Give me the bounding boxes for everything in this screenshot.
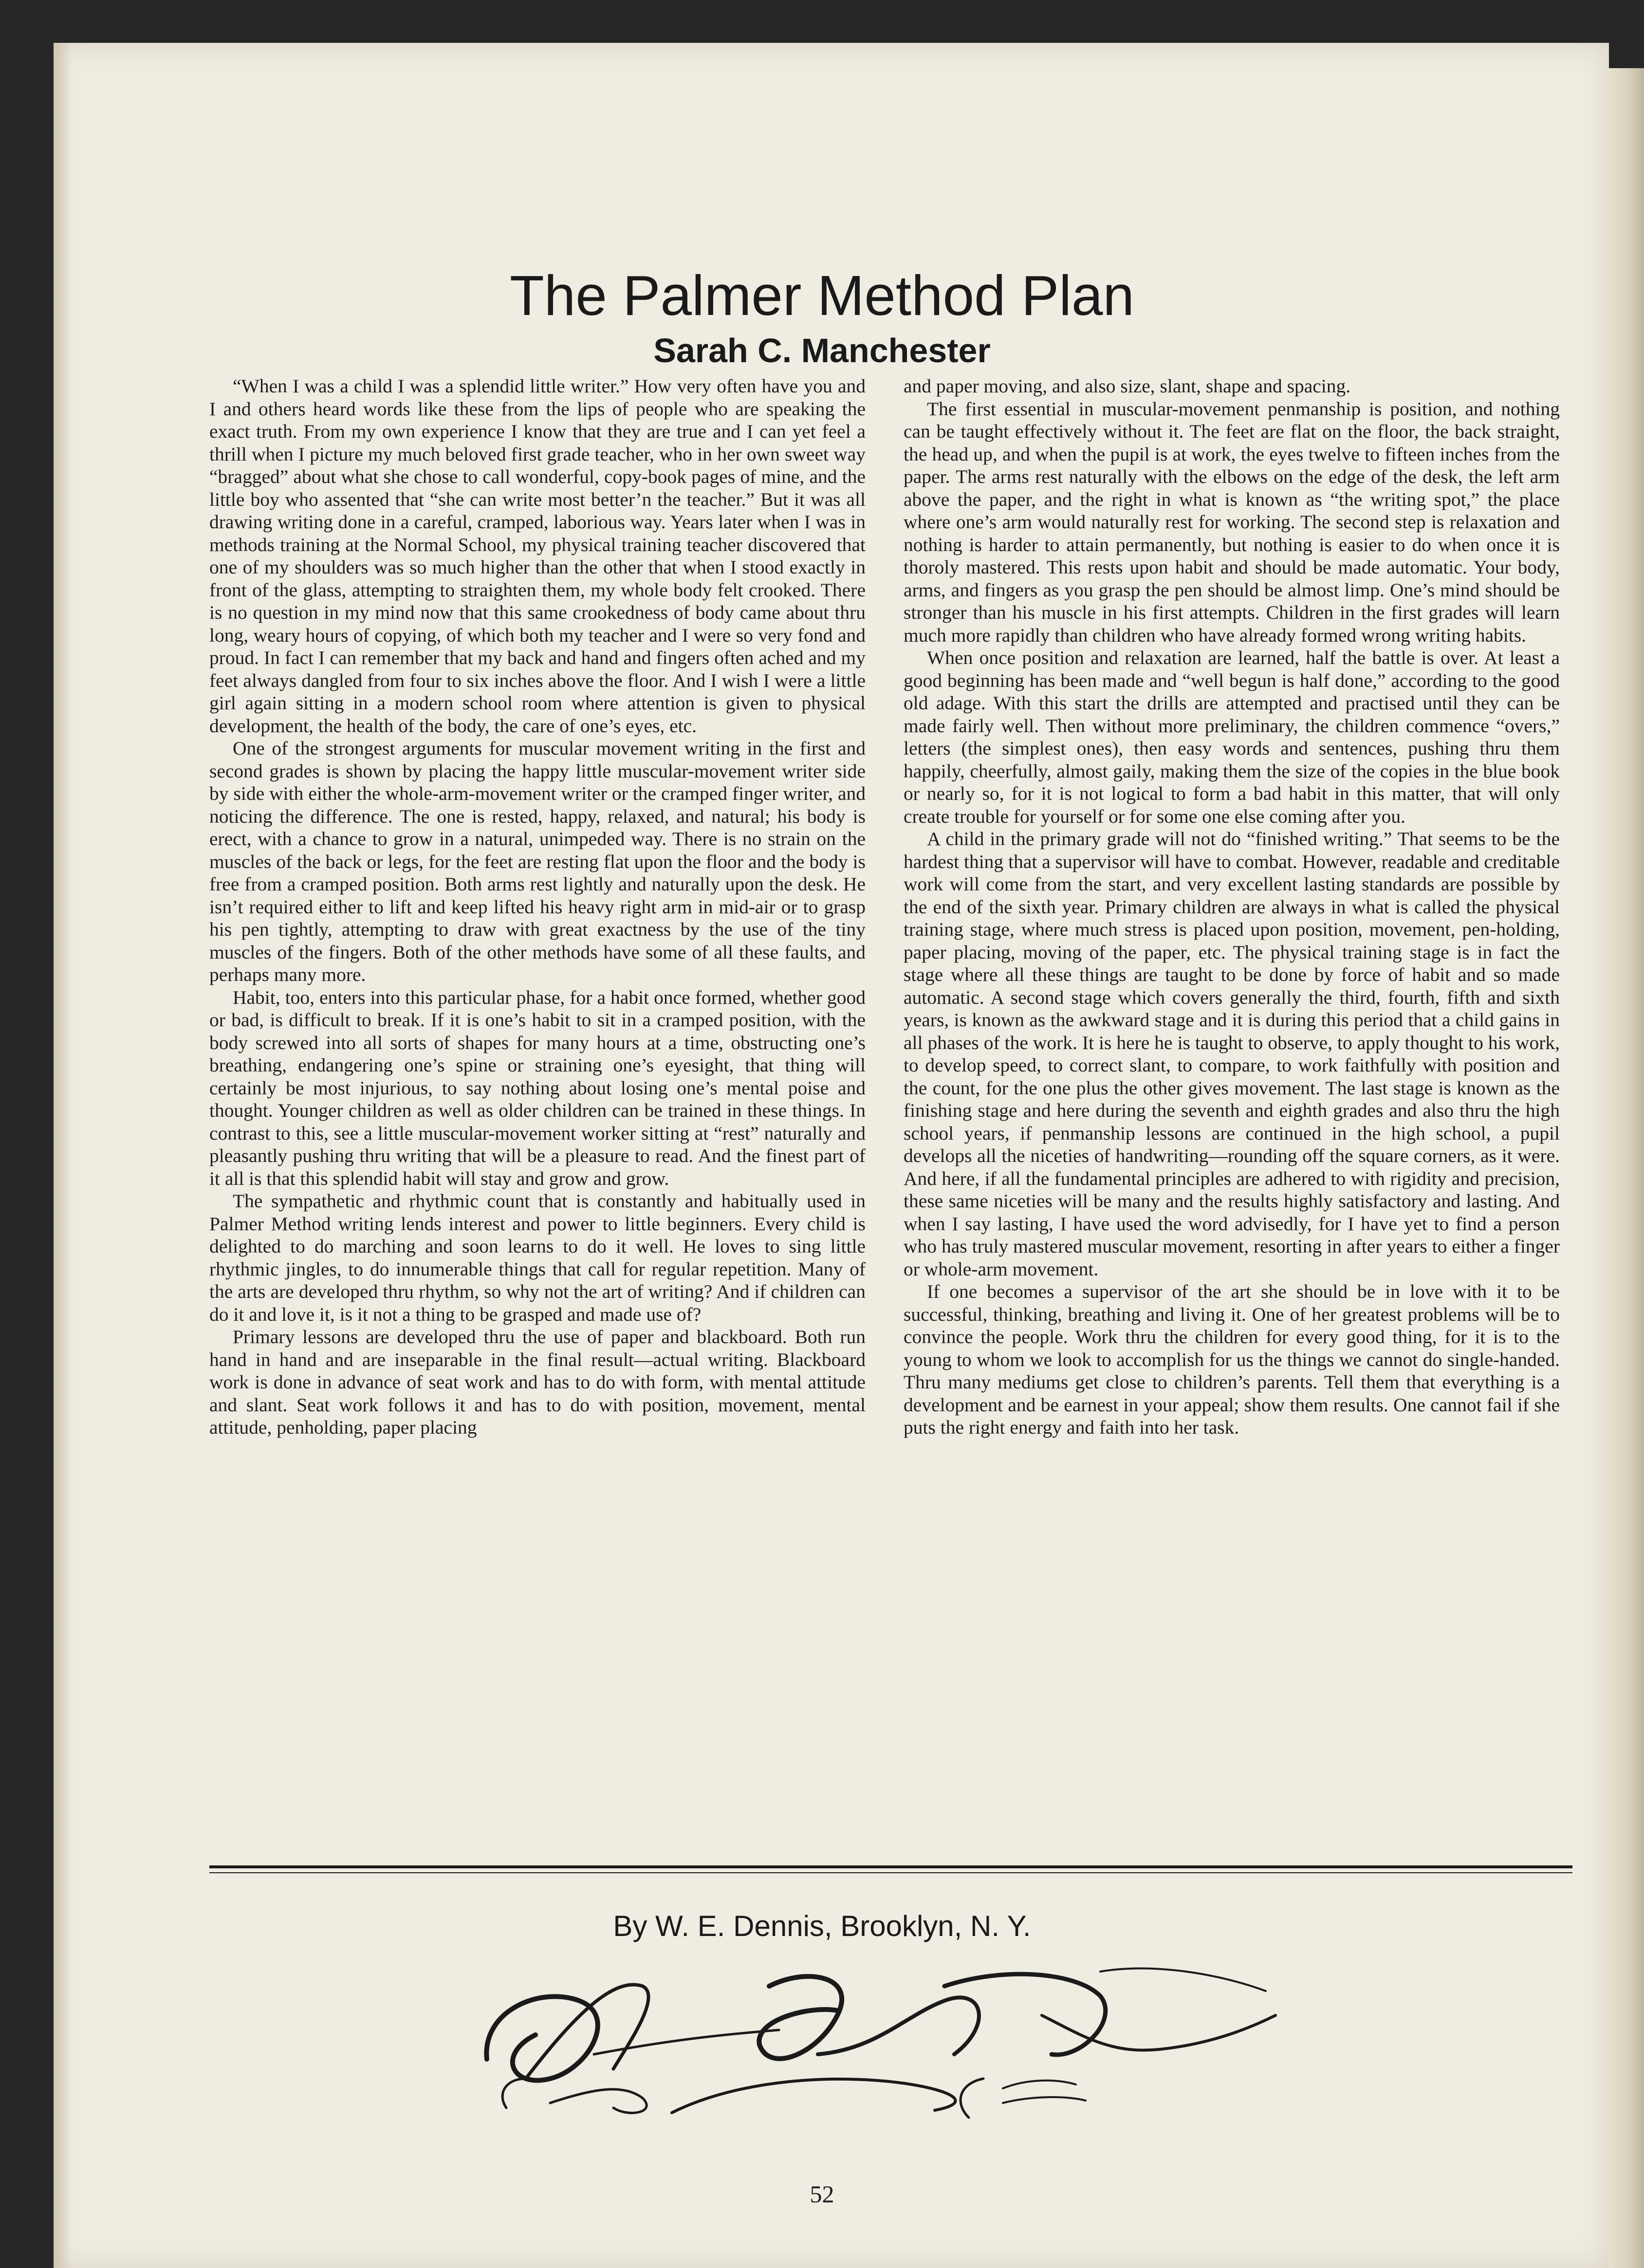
article-right-column xyxy=(904,375,1560,1439)
section-divider-thin xyxy=(209,1872,1572,1873)
paragraph: When once position and relaxation are learned, half the battle is over. At least a good beginning has been made and “well begun is half done,” according to the good old adage. With this start the drills are attempted and practised until they can be made fairly well. Then without more preliminary, the children commence “overs,” letters (the simplest ones), then easy words and sentences, pushing thru them happily, cheerfully, almost gaily, making them the size of the copies in the blue book or nearly so, for it is not logical to form a bad habit in this matter, that will only create trouble for yourself or for some one else coming after you. xyxy=(904,647,1560,827)
paragraph: Primary lessons are developed thru the use of paper and blackboard. Both run hand in hand and are inseparable in the final result—actual writing. Blackboard work is done in advance of seat work and has to do with form, with mental attitude and slant. Seat work follows it and has to do with position, movement, mental attitude, penholding, paper placing xyxy=(209,1326,866,1438)
article-author: Sarah C. Manchester xyxy=(653,332,991,369)
paragraph: A child in the primary grade will not do “finished writing.” That seems to be the hardest thing that a supervisor will have to combat. However, readable and creditable work will come from the start, and very excellent lasting standards are possible by the end of the sixth year. Primary children are always in what is called the physical training stage, where much stress is placed upon position, movement, pen-holding, paper placing, moving of the paper, etc. The physical training stage is in fact the stage where all these things are taught to be done by force of habit and so made automatic. A second stage which covers generally the third, fourth, fifth and sixth years, is known as the awkward stage and it is during this period that a child gains in all phases of the work. It is here he is taught to observe, to apply thought to his work, to develop speed, to correct slant, to compare, to work faithfully with position and the count, for the one plus the other gives movement. The last stage is known as the finishing stage and here during the seventh and eighth grades and also thru the high school years, if penmanship lessons are continued in the high school, a pupil develops all the niceties of handwriting—rounding off the square corners, as it were. And here, if all the fundamental principles are adhered to with rigidity and precision, these same niceties will be many and the results highly satisfactory and lasting. And when I say lasting, I have used the word advisedly, for I have yet to find a person who has truly mastered muscular movement, resorting in after years to either a finger or whole-arm movement. xyxy=(904,828,1560,1280)
paragraph: One of the strongest arguments for muscular movement writing in the first and second grades is shown by placing the happy little muscular-movement writer side by side with either the whole-arm-movement writer or the cramped finger writer, and noticing the difference. The one is rested, happy, relaxed, and natural; his body is erect, with a chance to grow in a natural, unimpeded way. There is no strain on the muscles of the back or legs, for the feet are resting flat upon the floor and the body is free from a cramped position. Both arms rest lightly and naturally upon the desk. He isn’t required either to lift and keep lifted his heavy right arm in mid-air or to grasp his pen tightly, attempting to draw with great exactness by the use of the tiny muscles of the fingers. Both of the other methods have some of all these faults, and perhaps many more. xyxy=(209,738,866,985)
paragraph: and paper moving, and also size, slant, shape and spacing. xyxy=(904,375,1351,397)
flourishing-artwork xyxy=(467,1957,1295,2122)
article-title: The Palmer Method Plan xyxy=(509,264,1135,327)
paragraph: The first essential in muscular-movement penmanship is position, and nothing can be taught effectively without it. The feet are flat on the floor, the back straight, the head up, and when the pupil is at work, the eyes twelve to fifteen inches from the paper. The arms rest naturally with the elbows on the edge of the desk, the left arm above the paper, and the right in what is known as “the writing spot,” the place where one’s arm would naturally rest for working. The second step is relaxation and nothing is harder to attain permanently, but nothing is easier to do when once it is thoroly mastered. This rests upon habit and should be made automatic. Your body, arms, and fingers as you grasp the pen should be almost limp. One’s mind should be stronger than his muscle in his first attempts. Children in the first grades will learn much more rapidly than children who have already formed wrong writing habits. xyxy=(904,398,1560,646)
paragraph: Habit, too, enters into this particular phase, for a habit once formed, whether good or bad, is difficult to break. If it is one’s habit to sit in a cramped position, with the body screwed into all sorts of shapes for many hours at a time, obstructing one’s breathing, endangering one’s spine or straining one’s eyesight, that thing will certainly be most injurious, to say nothing about losing one’s mental poise and thought. Younger children as well as older children can be trained in these things. In contrast to this, see a little muscular-movement worker sitting at “rest” naturally and pleasantly pushing thru writing that will be a pleasure to read. And the finest part of it all is that this splendid habit will stay and grow and grow. xyxy=(209,986,866,1189)
page-number: 52 xyxy=(810,2180,834,2208)
flourish-byline: By W. E. Dennis, Brooklyn, N. Y. xyxy=(613,1910,1031,1942)
paragraph: If one becomes a supervisor of the art she should be in love with it to be successful, thinking, breathing and living it. One of her greatest problems will be to convince the people. Work thru the children for every good thing, for it is to the young to whom we look to accomplish for us the things we cannot do single-handed. Thru many mediums get close to children’s parents. Tell them that everything is a development and be earnest in your appeal; show them results. One cannot fail if she puts the right energy and faith into her task. xyxy=(904,1281,1560,1438)
article-left-column xyxy=(209,375,866,1439)
paragraph: “When I was a child I was a splendid little writer.” How very often have you and I and others heard words like these from the lips of people who are speaking the exact truth. From my own experience I know that they are true and I can yet feel a thrill when I picture my much beloved first grade teacher, who in her own sweet way “bragged” about what she chose to call wonderful, copy-book pages of mine, and the little boy who assented that “she can write most better’n the teacher.” But it was all drawing writing done in a careful, cramped, laborious way. Years later when I was in methods training at the Normal School, my physical training teacher discovered that one of my shoulders was so much higher than the other that when I stood exactly in front of the glass, attempting to straighten them, my whole body felt crooked. There is no question in my mind now that this same crookedness of body came about thru long, weary hours of copying, of which both my teacher and I were so very fond and proud. In fact I can remember that my back and hand and fingers often ached and my feet always dangled from four to six inches above the floor. And I wish I were a little girl again sitting in a modern school room where attention is given to physical development, the health of the body, the care of one’s eyes, etc. xyxy=(209,375,866,737)
flourish-artwork-text: Off-Hand Flourishing xyxy=(567,1989,1196,2056)
section-divider-thick xyxy=(209,1865,1572,1868)
paragraph: The sympathetic and rhythmic count that is constantly and habitually used in Palmer Method writing lends interest and power to little beginners. Every child is delighted to do marching and soon learns to do it well. He loves to sing little rhythmic jingles, to do innumerable things that call for regular repetition. Many of the arts are developed thru rhythm, so why not the art of writing? And if children can do it and love it, is it not a thing to be grasped and made use of? xyxy=(209,1190,866,1325)
